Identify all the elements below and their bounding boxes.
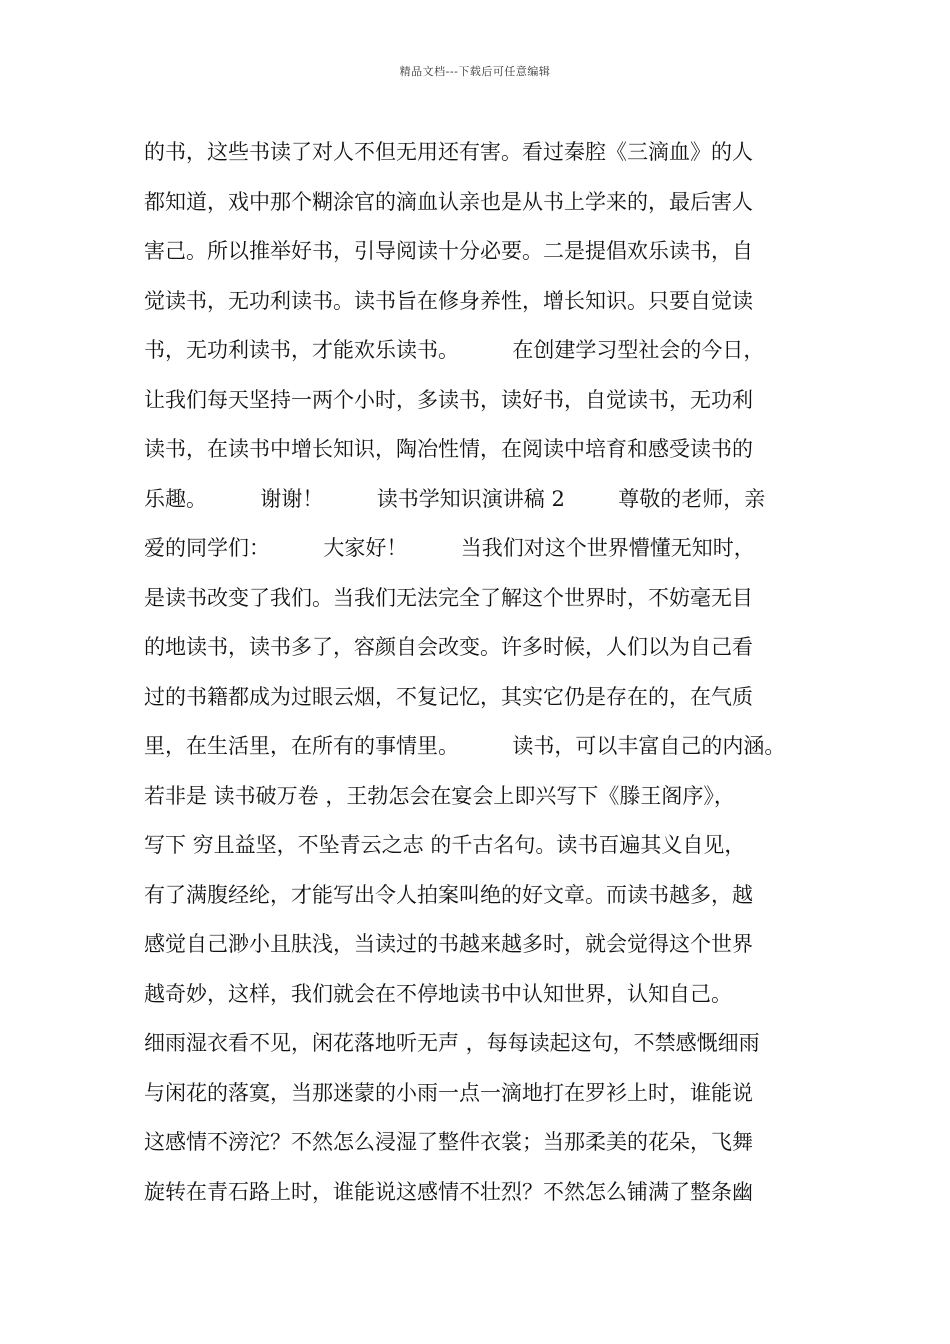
text-line: 感觉自己渺小且肤浅，当读过的书越来越多时，就会觉得这个世界 xyxy=(144,932,753,956)
text-line: 里，在生活里，在所有的事情里。 读书，可以丰富自己的内涵。 xyxy=(144,734,786,758)
text-line: 这感情不滂沱？不然怎么浸湿了整件衣裳；当那柔美的花朵，飞舞 xyxy=(144,1130,753,1154)
text-line: 书，无功利读书，才能欢乐读书。 在创建学习型社会的今日， xyxy=(144,338,765,362)
text-line: 的书，这些书读了对人不但无用还有害。看过秦腔《三滴血》的人 xyxy=(144,140,753,164)
text-line: 都知道，戏中那个糊涂官的滴血认亲也是从书上学来的，最后害人 xyxy=(144,189,753,214)
text-line: 觉读书，无功利读书。读书旨在修身养性，增长知识。只要自觉读 xyxy=(144,288,753,313)
text-line: 过的书籍都成为过眼云烟，不复记忆，其实它仍是存在的，在气质 xyxy=(144,684,753,709)
text-line: 让我们每天坚持一两个小时，多读书，读好书，自觉读书，无功利 xyxy=(144,387,753,412)
text-line: 是读书改变了我们。当我们无法完全了解这个世界时，不妨毫无目 xyxy=(144,585,753,610)
text-line: 与闲花的落寞，当那迷蒙的小雨一点一滴地打在罗衫上时，谁能说 xyxy=(144,1080,753,1105)
text-line: 爱的同学们： 大家好！ 当我们对这个世界懵懂无知时， xyxy=(144,536,755,560)
text-line: 越奇妙，这样，我们就会在不停地读书中认知世界，认知自己。 xyxy=(144,981,732,1006)
text-line: 若非是 读书破万卷 ，王勃怎会在宴会上即兴写下《滕王阁序》， xyxy=(144,783,735,808)
text-line: 读书，在读书中增长知识，陶冶性情，在阅读中培育和感受读书的 xyxy=(144,437,753,461)
document-header: 精品文档---下载后可任意编辑 xyxy=(399,65,551,78)
text-line: 旋转在青石路上时，谁能说这感情不壮烈？不然怎么铺满了整条幽 xyxy=(144,1179,753,1204)
text-line: 害己。所以推举好书，引导阅读十分必要。二是提倡欢乐读书，自 xyxy=(144,239,753,263)
body-text xyxy=(144,128,844,1217)
text-line: 有了满腹经纶，才能写出令人拍案叫绝的好文章。而读书越多，越 xyxy=(144,882,753,907)
text-line: 的地读书，读书多了，容颜自会改变。许多时候，人们以为自己看 xyxy=(144,635,753,659)
text-line: 乐趣。 谢谢！ 读书学知识演讲稿 2 尊敬的老师，亲 xyxy=(144,486,766,511)
text-line: 细雨湿衣看不见，闲花落地听无声 ，每每读起这句，不禁感慨细雨 xyxy=(144,1031,760,1055)
text-line: 写下 穷且益坚，不坠青云之志 的千古名句。读书百遍其义自见， xyxy=(144,833,746,857)
